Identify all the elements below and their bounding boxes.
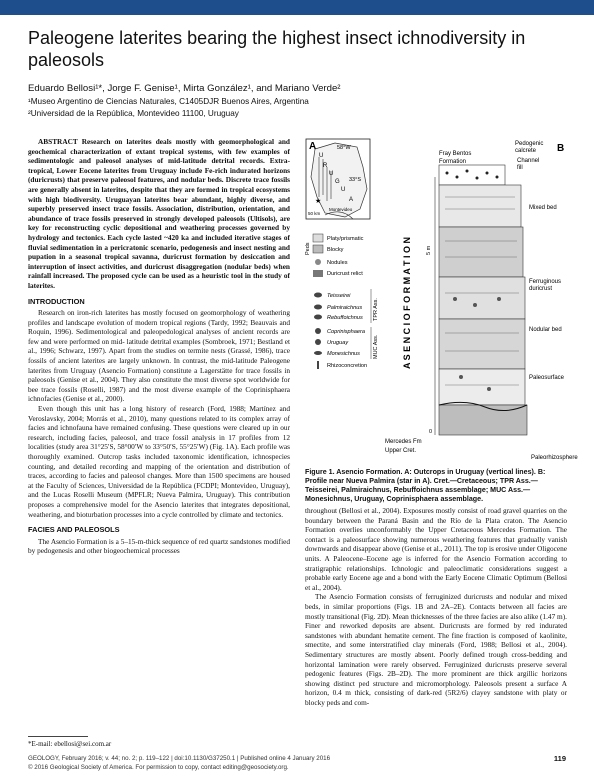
label-mercedes: Mercedes Fm (385, 439, 422, 445)
legend-monesichnus: Monesichnus (327, 351, 360, 357)
label-upper-cret: Upper Cret. (385, 448, 417, 454)
legend-peds: Peds (305, 242, 311, 255)
legend-rebuffoichnus: Rebuffoichnus (327, 315, 363, 321)
intro-paragraph-1: Research on iron-rich laterites has mostly focused on geomorphology of weathering profiles and landscape evolution of modern tropical regions (Tardy, 1992; Beauvais and Roquin, 1996). Sedimentological and paleopedological analyses of ancient records are few and were performed on mid- latitude detrital examples (Sombroek, 1971; Bestland et al., 1996; Schwarz, 1997). Apart from the studies on termite nests (Grassé, 1986), trace fossils of ancient laterites are largely unknown. In contrast, the mid-latitude Paleogene laterites from Uruguay (Asencio Formation) constitute a Lagerstätte for trace fossils in paleosols (Genise et al., 2004). They also constitute the most diverse spot worldwide for bee trace fossils (Roselli, 1987) and the most diverse example of the Coprinisphaera ichnofacies (Genise et al., 2000). (28, 308, 290, 404)
map-montevideo: Montevideo (329, 207, 353, 212)
label-paleorhizosphere: Paleorhizosphere (531, 455, 578, 461)
legend-palmiraichnus: Palmiraichnus (327, 305, 363, 311)
map-scale: 50 km (308, 211, 321, 216)
panel-a-label: A (309, 141, 317, 152)
right-paragraph-1: throughout (Bellosi et al., 2004). Exposures mostly consist of road gravel quarries on the boundary between the Paraná Basin and the Río de la Plata craton. The Asencio Formation overlies unconformably the Upper Cretaceous Mercedes Formation. The contact is a paleosurface showing numerous weathering features that gradually vanish downwards and disappear above (Genise et al., 2011). The top is erosive under Oligocene units. A Paleocene–Eocene age is inferred for the Asencio Formation according to stratigraphic relationships. Ichnologic and paleoclimatic considerations suggest a probable early Eocene age and a bond with the Early Eocene Climatic Optimum (Bellosi et al., 2004). (305, 506, 567, 592)
page-number: 119 (553, 754, 566, 763)
journal-header-bar (0, 0, 594, 15)
footer-copyright: © 2016 Geological Society of America. For permission to copy, contact editing@geosociety.org. (28, 764, 289, 771)
legend-uruguay: Uruguay (327, 340, 349, 346)
footnote: *E-mail: ebellosi@sei.com.ar (28, 740, 112, 748)
label-pedogenic-calcrete-2: calcrete (515, 148, 537, 154)
map-letter-4: G (335, 179, 340, 185)
legend-rhizoconcretion: Rhizoconcretion (327, 363, 368, 369)
map-letter-6: A (349, 197, 354, 203)
map-label-33s: 33°S (349, 177, 361, 183)
affiliation-1: ¹Museo Argentino de Ciencias Naturales, C1405DJR Buenos Aires, Argentina (28, 97, 309, 106)
legend-duricrust: Duricrust relict (327, 271, 363, 277)
intro-heading: INTRODUCTION (28, 296, 85, 306)
figure-legend (305, 234, 379, 369)
legend-tpr: TPR Ass. (373, 298, 379, 321)
panel-b-label: B (557, 143, 565, 154)
label-pedogenic-calcrete-1: Pedogenic (515, 141, 544, 147)
label-ferruginous-2: duricrust (529, 286, 553, 292)
footer-citation: GEOLOGY, February 2016; v. 44; no. 2; p. 119–122 | doi:10.1130/G37250.1 | Published online 4 January 2016 (28, 755, 331, 762)
strat-column (439, 165, 527, 435)
facies-paragraph-1: The Asencio Formation is a 5–15-m-thick sequence of red quartz sandstones modified by pedogenesis and other biogeochemical processes (28, 536, 290, 556)
right-column (305, 506, 567, 707)
asencio-label: A S E N C I O F O R M A T I O N (402, 236, 412, 369)
label-ferruginous-1: Ferruginous (529, 279, 562, 285)
label-mixed-bed: Mixed bed (529, 205, 557, 211)
legend-muc: MUC Ass. (373, 334, 379, 359)
label-channel-fill-2: fill (517, 165, 523, 171)
left-column (28, 137, 290, 556)
article-title: Paleogene laterites bearing the highest insect ichnodiversity in paleosols (28, 28, 526, 70)
legend-coprinisphaera: Coprinisphaera (327, 329, 365, 335)
legend-nodules: Nodules (327, 260, 348, 266)
map-letter-3: U (329, 171, 334, 177)
legend-platy: Platy/prismatic (327, 236, 364, 242)
uruguay-map (306, 139, 370, 219)
label-paleosurface: Paleosurface (529, 375, 565, 381)
intro-paragraph-2: Even though this unit has a long history of research (Ford, 1988; Martínez and Veroslavsky, 2004; Morrás et al., 2010), many questions related to its complex array of facies and ichnofauna have remained confusing. These questions were cleared up in our research, including facies, paleosol, and trace fossil analysis in 17 profiles from 12 localities (study area 31°25′S, 58°00′W to 33°50′S, 55°25′W) (Fig. 1A). Each profile was thoroughly examined. Outcrop tasks included taxonomic identification, ichnospecies counting, and detailed recording and mapping of the orientation and distribution of traces, according to facies and paleosol changes. More than 1500 specimens are housed at the Faculty of Sciences, Universidad de la República (FCDPI; Montevideo, Uruguay), and the Lucas Roselli Museum (MPFLR; Nueva Palmira, Uruguay). This contribution proposes a comprehensive model for the Asencio laterites that integrates depositional, weathering, and bioturbation processes into a cycle controlled by climate and tectonics. (28, 404, 290, 519)
label-fray-bentos-2: Formation (439, 159, 467, 165)
scale-5m: 5 m (426, 245, 432, 255)
map-letter-1: U (319, 153, 324, 159)
footnote-rule (28, 736, 88, 737)
figure-1 (305, 137, 578, 462)
page-footer (28, 754, 568, 772)
map-label-58w: 58°W (337, 145, 351, 151)
affiliation-2: ²Universidad de la República, Montevideo 11100, Uruguay (28, 109, 239, 118)
facies-heading: FACIES AND PALEOSOLS (28, 525, 120, 535)
abstract: ABSTRACT Research on laterites deals mostly with geomorphological and geochemical characterization of extant tropical systems, with few examples of sedimentologic and paleosol analyses of mid-latitude detrital records. Extra-tropical, Lower Eocene laterites from Uruguay include Fe-rich indurated horizons (duricrusts) that preserve paleosol features, and nodular beds. Discrete trace fossils are generally absent in laterites, despite that they are formed in tropical ecosystems with high biodiversity. Uruguayan laterites bear abundant, highly diverse, and superbly preserved insect trace fossils. Association, distribution, orientation, and abundance of trace fossils preserved in strongly developed paleosols (Ultisols), are key for reconstructing cyclic depositional and weathering processes governed by hydrology and tectonics. Each cycle lasted ~420 ka and included iterative stages of fluvial sedimentation in a pericratonic scenario, pedogenesis and insect nesting and pupation in a seasonal tropical savanna, duricrust formation by desiccation and interruption of insect activities, and duricrust disaggregation (nodular beds) when rainfall increased. The proposed cycle can be used as a heuristic tool in the study of laterites. (28, 137, 290, 290)
star-icon: ★ (315, 198, 322, 205)
map-letter-5: U (341, 187, 346, 193)
author-list: Eduardo Bellosi¹*, Jorge F. Genise¹, Mirta González¹, and Mariano Verde² (28, 83, 341, 94)
right-paragraph-2: The Asencio Formation consists of ferruginized duricrusts and nodular and mixed beds, in similar proportions (Figs. 1B and 2A–2E). Contacts between all facies are mostly transitional (Fig. 2D). Mean thicknesses of the three facies are also alike (1.47 m). Finer and reworked deposits are absent. Duricrusts are formed by red indurated sandstones with abundant hematite cement. The fine fraction is composed of kaolinite, smectite, and some interstratified clay minerals (Ford, 1988; Bellosi et al., 2004). Sedimentary structures are mostly absent. Poorly defined trough cross-bedding and horizontal lamination were rarely observed. Ferruginized duricrusts preserve several pedogenic features (Figs. 2B–2D). The more prominent are thick argillic horizons showing distinct ped structure and micromorphology. Paleosols present a surface A horizon, 0.4 m thick, consisting of dark-red (5R2/6) clayey sandstone with platy or blocky peds and com- (305, 592, 567, 707)
legend-blocky: Blocky (327, 247, 344, 253)
legend-teisseirei: Teisseirei (327, 293, 351, 299)
label-fray-bentos-1: Fray Bentos (439, 151, 472, 157)
map-letter-2: R (323, 163, 328, 169)
label-channel-fill-1: Channel (517, 158, 540, 164)
label-nodular-bed: Nodular bed (529, 327, 562, 333)
scale-0: 0 (429, 429, 433, 435)
figure-caption: Figure 1. Asencio Formation. A: Outcrops in Uruguay (vertical lines). B: Profile near Nueva Palmira (star in A). Cret.—Cretaceous; TPR Ass.—Teisseirei, Palmiraichnus, Rebuffoichnus assemblage; MUC Ass.—Monesichnus, Uruguay, Coprinisphaera assemblage. (305, 468, 546, 503)
